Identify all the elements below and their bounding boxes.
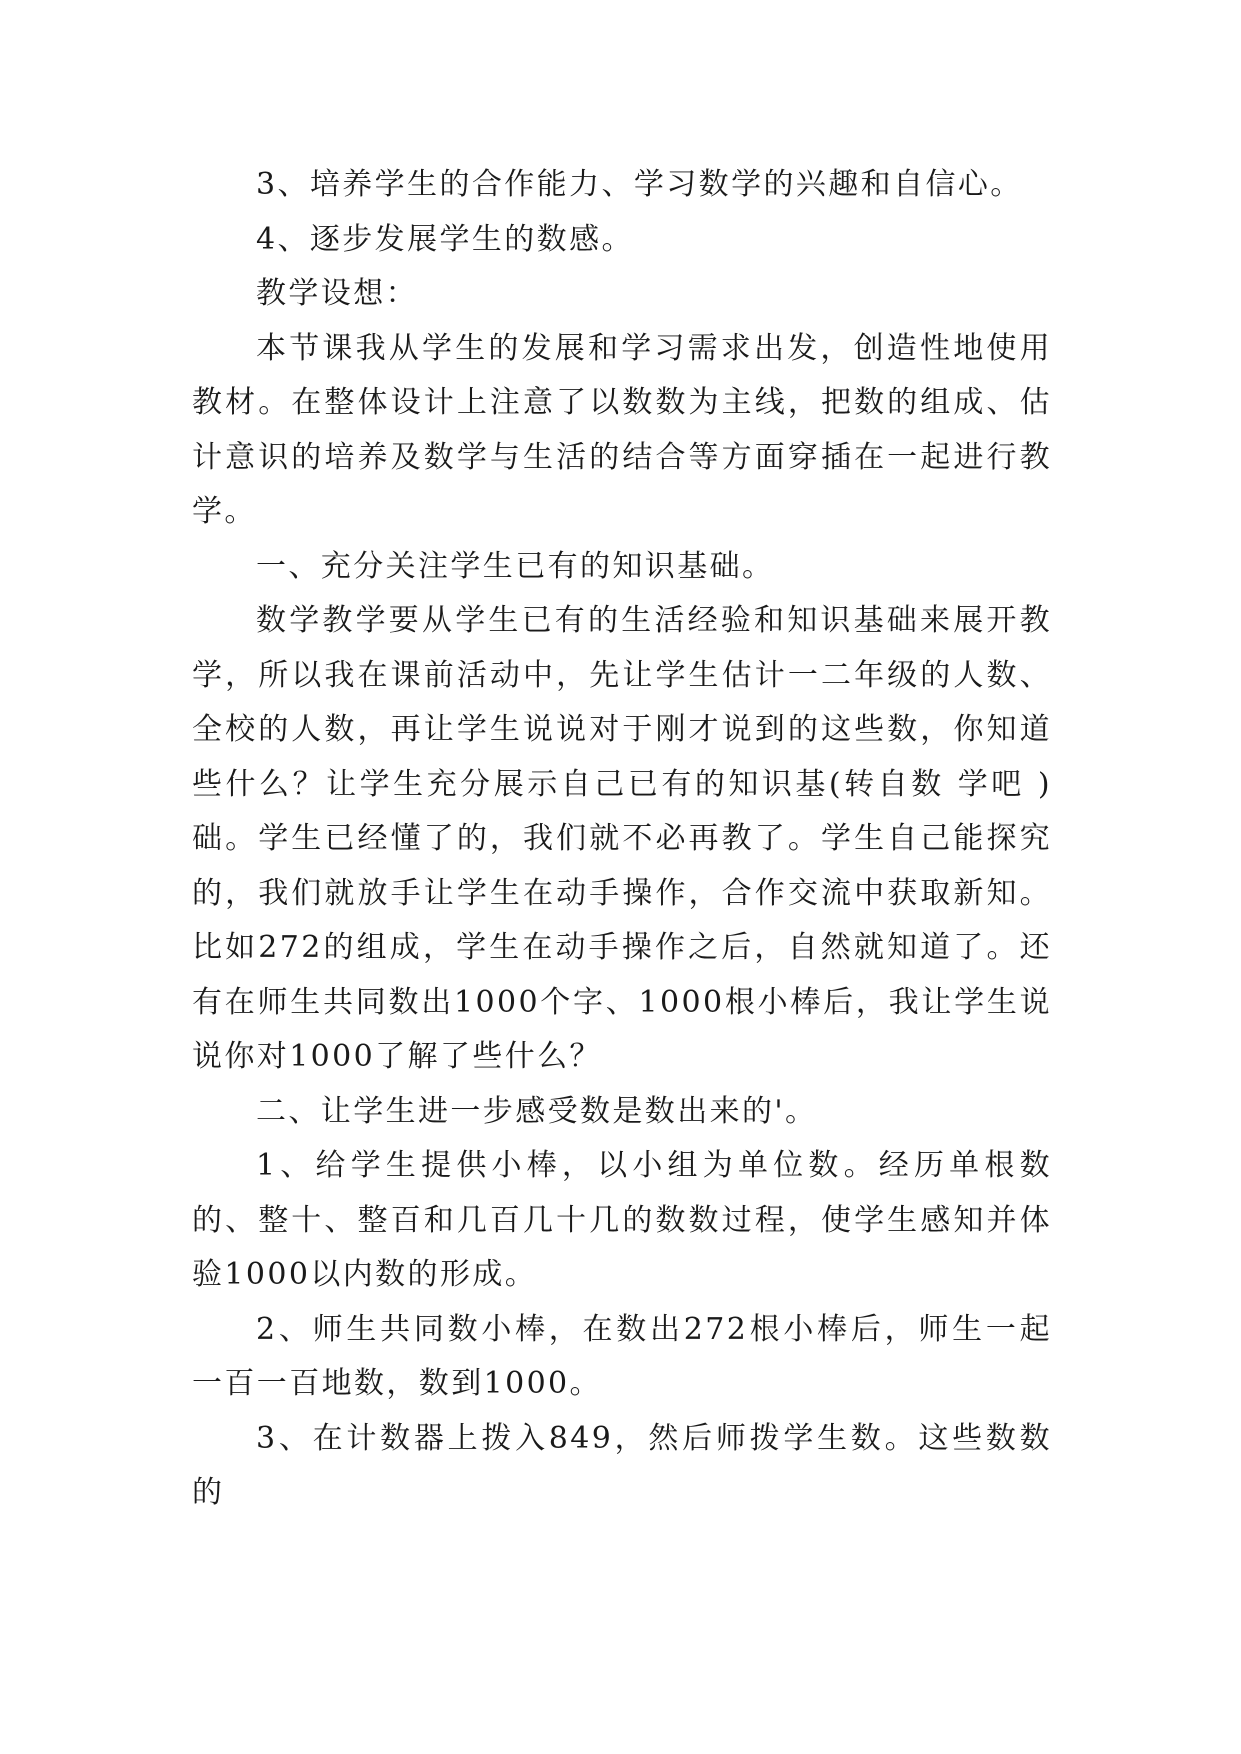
document-page bbox=[192, 158, 1052, 1521]
section-heading-one: 一、充分关注学生已有的知识基础。 bbox=[256, 548, 775, 584]
section-heading-teaching-idea: 教学设想： bbox=[256, 276, 418, 311]
paragraph-goal-4: 4、逐步发展学生的数感。 bbox=[256, 221, 634, 257]
paragraph-teaching-idea: 本节课我从学生的发展和学习需求出发，创造性地使用教材。在整体设计上注意了以数数为主线，把数的组成、估计意识的培养及数学与生活的结合等方面穿插在一起进行教学。 bbox=[192, 330, 1052, 529]
paragraph-section-one: 数学教学要从学生已有的生活经验和知识基础来展开教学，所以我在课前活动中，先让学生估计一二年级的人数、全校的人数，再让学生说说对于刚才说到的这些数，你知道些什么？让学生充分展示自己已有的知识基(转自数 学吧 )础。学生已经懂了的，我们就不必再教了。学生自己能探究的，我们就放手让学生在动手操作，合作交流中获取新知。比如272的组成，学生在动手操作之后，自然就知道了。还有在师生共同数出1000个字、1000根小棒后，我让学生说说你对1000了解了些什么？ bbox=[192, 603, 1052, 1074]
paragraph-goal-3: 3、培养学生的合作能力、学习数学的兴趣和自信心。 bbox=[256, 167, 1023, 202]
paragraph-step-3: 3、在计数器上拨入849，然后师拨学生数。这些数数的 bbox=[192, 1420, 1052, 1510]
section-heading-two: 二、让学生进一步感受数是数出来的'。 bbox=[256, 1093, 818, 1129]
paragraph-step-2: 2、师生共同数小棒，在数出272根小棒后，师生一起一百一百地数，数到1000。 bbox=[192, 1311, 1052, 1401]
paragraph-step-1: 1、给学生提供小棒，以小组为单位数。经历单根数的、整十、整百和几百几十几的数数过程，使学生感知并体验1000以内数的形成。 bbox=[192, 1148, 1052, 1292]
